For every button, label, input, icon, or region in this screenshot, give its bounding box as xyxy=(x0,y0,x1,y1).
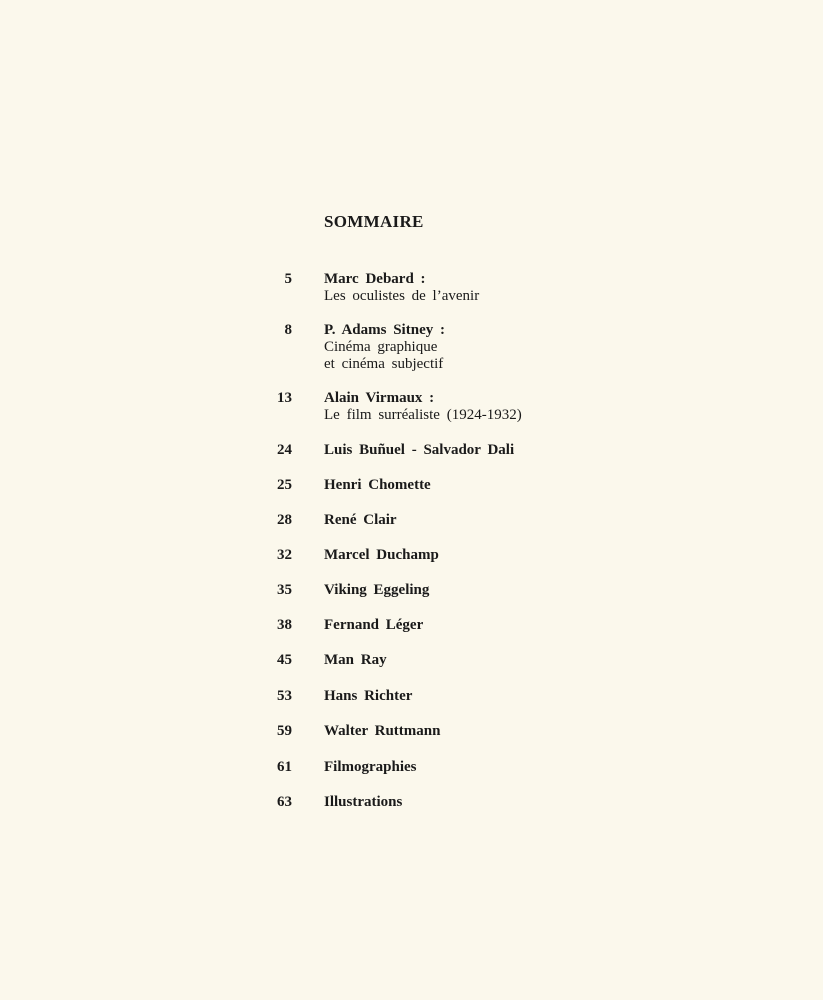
toc-page-number: 35 xyxy=(277,582,292,598)
toc-entry-author: Luis Buñuel - Salvador Dali xyxy=(324,442,515,458)
toc-entry-author: Hans Richter xyxy=(324,688,413,704)
toc-entry-body xyxy=(324,617,744,634)
toc-entry-body xyxy=(324,322,744,373)
toc-page-number: 13 xyxy=(277,390,292,406)
toc-page-number: 28 xyxy=(277,512,292,528)
toc-page-number: 38 xyxy=(277,617,292,633)
toc-entry-author: Walter Ruttmann xyxy=(324,723,441,739)
toc-page-number: 24 xyxy=(277,442,292,458)
toc-entry-body xyxy=(324,547,744,564)
toc-page-number: 53 xyxy=(277,688,292,704)
toc-entry-body xyxy=(324,512,744,529)
toc-page-number: 25 xyxy=(277,477,292,493)
toc-entry-author: Man Ray xyxy=(324,652,387,668)
toc-entry-author: P. Adams Sitney : xyxy=(324,322,445,338)
toc-entry-author: Viking Eggeling xyxy=(324,582,430,598)
toc-entry-author: Henri Chomette xyxy=(324,477,431,493)
toc-entry-body xyxy=(324,390,744,424)
toc-entry-author: Marc Debard : xyxy=(324,271,426,287)
toc-entry-subtitle: et cinéma subjectif xyxy=(324,356,444,372)
toc-entry-body xyxy=(324,477,744,494)
toc-entry-body xyxy=(324,652,744,669)
toc-entry-body xyxy=(324,723,744,740)
page-title: SOMMAIRE xyxy=(324,212,424,231)
toc-page-number: 5 xyxy=(284,271,292,287)
toc-entry-author: Filmographies xyxy=(324,759,417,775)
toc-entry-author: Fernand Léger xyxy=(324,617,424,633)
toc-entry-body xyxy=(324,759,744,776)
toc-entry-author: Alain Virmaux : xyxy=(324,390,435,406)
toc-entry-body xyxy=(324,442,744,459)
toc-entry-subtitle: Le film surréaliste (1924-1932) xyxy=(324,407,522,423)
toc-entry-author: Illustrations xyxy=(324,794,403,810)
toc-page-number: 63 xyxy=(277,794,292,810)
toc-page-number: 32 xyxy=(277,547,292,563)
toc-entry-author: René Clair xyxy=(324,512,397,528)
toc-entry-author: Marcel Duchamp xyxy=(324,547,439,563)
toc-page-number: 45 xyxy=(277,652,292,668)
toc-page-number: 61 xyxy=(277,759,292,775)
toc-entry-body xyxy=(324,794,744,811)
toc-entry-body xyxy=(324,271,744,305)
toc-entry-body xyxy=(324,688,744,705)
toc-entry-subtitle: Les oculistes de l’avenir xyxy=(324,288,480,304)
toc-page-number: 59 xyxy=(277,723,292,739)
toc-entry-subtitle: Cinéma graphique xyxy=(324,339,438,355)
toc-page-number: 8 xyxy=(284,322,292,338)
toc-entry-body xyxy=(324,582,744,599)
